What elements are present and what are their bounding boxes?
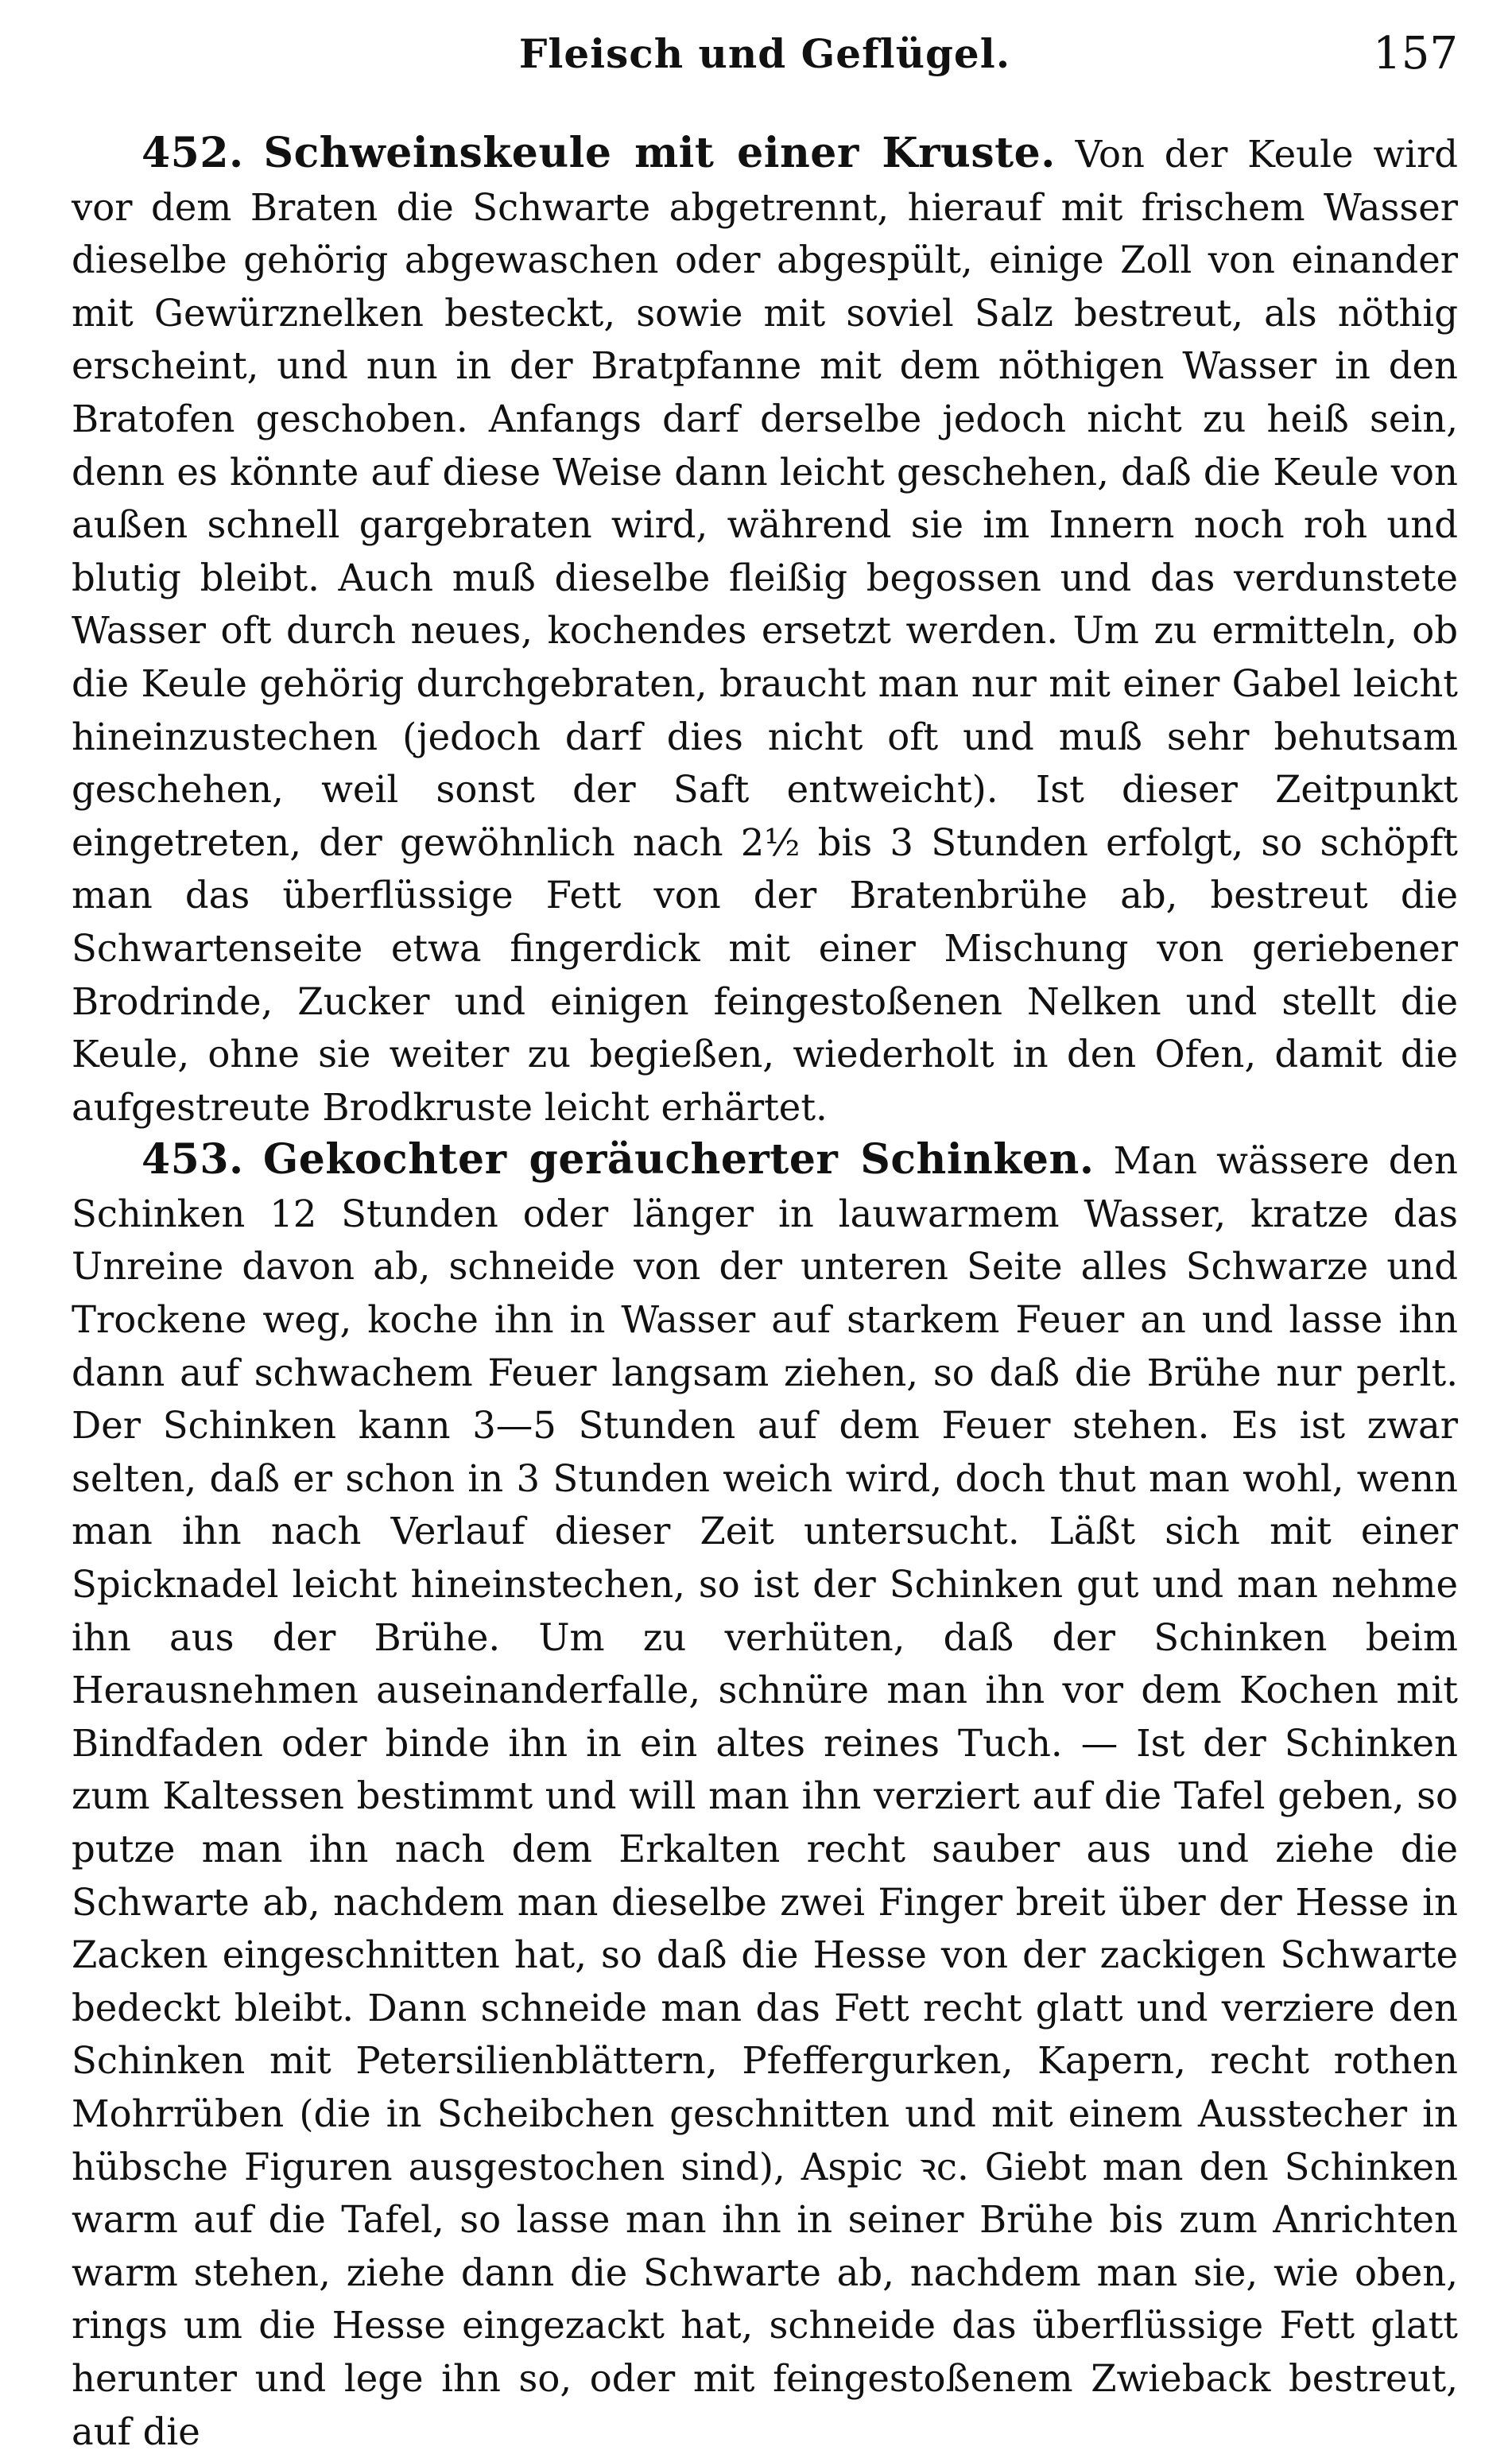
recipe-text: Von der Keule wird vor dem Braten die Schwarte abgetrennt, hierauf mit frischem Wasser dieselbe gehörig abgewaschen oder abgespült, einige Zoll von einander mit Gewürznelken besteckt, sowie mit soviel Salz bestreut, als nöthig erscheint, und nun in der Bratpfanne mit dem nöthigen Wasser in den Bratofen geschoben. Anfangs darf derselbe jedoch nicht zu heiß sein, denn es könnte auf diese Weise dann leicht geschehen, daß die Keule von außen schnell gargebraten wird, während sie im Innern noch roh und blutig bleibt. Auch muß dieselbe fleißig begossen und das verdunstete Wasser oft durch neues, kochendes ersetzt werden. Um zu ermitteln, ob die Keule gehörig durchgebraten, braucht man nur mit einer Gabel leicht hineinzustechen (jedoch darf dies nicht oft und muß sehr behutsam geschehen, weil sonst der Saft entweicht). Ist dieser Zeitpunkt eingetreten, der gewöhnlich nach 2½ bis 3 Stunden erfolgt, so schöpft man das überflüssige Fett von der Bratenbrühe ab, bestreut die Schwartenseite etwa fingerdick mit einer Mischung von geriebener Brodrinde, Zucker und einigen feingestoßenen Nelken und stellt die Keule, ohne sie weiter zu begießen, wiederholt in den Ofen, damit die aufgestreute Brodkruste leicht erhärtet. bbox=[72, 133, 1459, 1129]
recipe-title: Schweinskeule mit einer Kruste. bbox=[263, 129, 1056, 177]
page-body bbox=[72, 127, 1458, 2458]
running-header bbox=[72, 22, 1458, 86]
page-number: 157 bbox=[1373, 28, 1458, 79]
running-title: Fleisch und Geflügel. bbox=[518, 30, 1011, 77]
recipe-number: 453. bbox=[142, 1135, 244, 1184]
recipe-452 bbox=[72, 127, 1458, 1134]
recipe-text: Man wässere den Schinken 12 Stunden oder länger in lauwarmem Wasser, kratze das Unreine davon ab, schneide von der unteren Seite alles Schwarze und Trockene weg, koche ihn in Wasser auf starkem Feuer an und lasse ihn dann auf schwachem Feuer langsam ziehen, so daß die Brühe nur perlt. Der Schinken kann 3—5 Stunden auf dem Feuer stehen. Es ist zwar selten, daß er schon in 3 Stunden weich wird, doch thut man wohl, wenn man ihn nach Verlauf dieser Zeit untersucht. Läßt sich mit einer Spicknadel leicht hineinstechen, so ist der Schinken gut und man nehme ihn aus der Brühe. Um zu verhüten, daß der Schinken beim Herausnehmen auseinanderfalle, schnüre man ihn vor dem Kochen mit Bindfaden oder binde ihn in ein altes reines Tuch. — Ist der Schinken zum Kaltessen bestimmt und will man ihn verziert auf die Tafel geben, so putze man ihn nach dem Erkalten recht sauber aus und ziehe die Schwarte ab, nachdem man dieselbe zwei Finger breit über der Hesse in Zacken eingeschnitten hat, so daß die Hesse von der zackigen Schwarte bedeckt bleibt. Dann schneide man das Fett recht glatt und verziere den Schinken mit Petersilienblättern, Pfeffergurken, Kapern, recht rothen Mohrrüben (die in Scheibchen geschnitten und mit einem Ausstecher in hübsche Figuren ausgestochen sind), Aspic ꝛc. Giebt man den Schinken warm auf die Tafel, so lasse man ihn in seiner Brühe bis zum Anrichten warm stehen, ziehe dann die Schwarte ab, nachdem man sie, wie oben, rings um die Hesse eingezackt hat, schneide das überflüssige Fett glatt herunter und lege ihn so, oder mit feingestoßenem Zwieback bestreut, auf die bbox=[72, 1139, 1459, 2453]
recipe-453 bbox=[72, 1134, 1458, 2458]
recipe-number: 452. bbox=[142, 129, 244, 177]
recipe-title: Gekochter geräucherter Schinken. bbox=[262, 1135, 1095, 1184]
